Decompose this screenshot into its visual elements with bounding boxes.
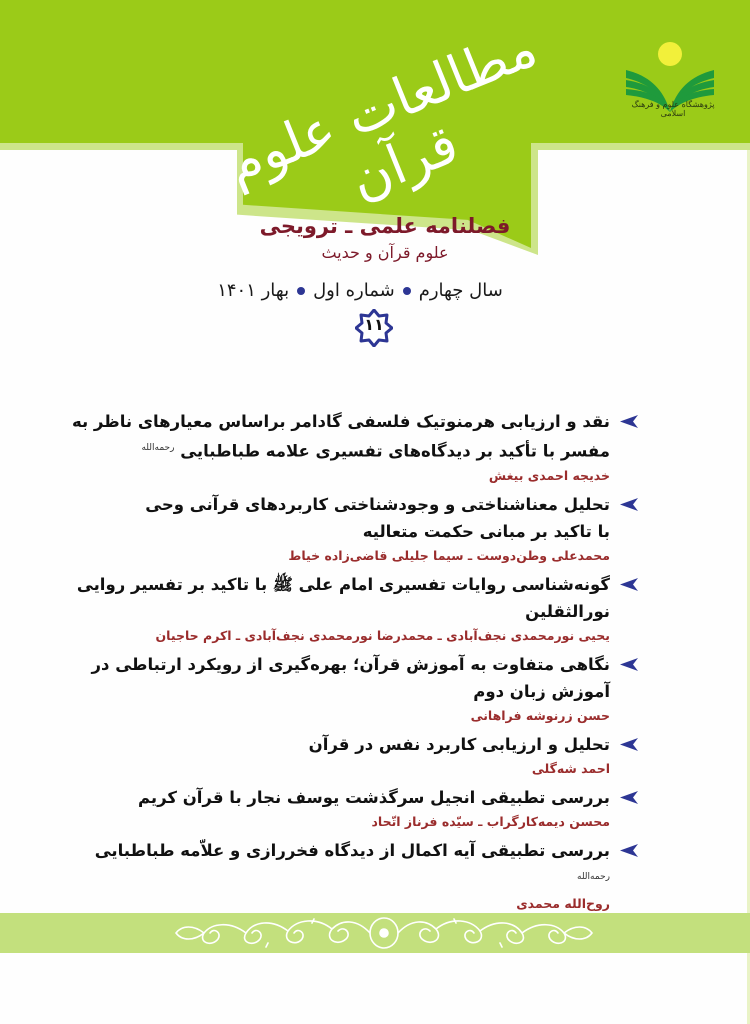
arrow-bullet-icon <box>620 738 638 751</box>
article-authors: حسن زرنوشه فراهانی <box>470 707 610 723</box>
arrow-bullet-icon <box>620 498 638 511</box>
article-title-line: بررسی تطبیقی آیه اکمال از دیدگاه فخررازی و علاّمه طباطبایی $^{رحمه‌الله}$ <box>94 840 610 882</box>
issue-info <box>180 280 540 301</box>
honorific-icon: رحمه‌الله <box>577 871 610 882</box>
article-authors: محسن دیمه‌کارگراب ـ سیّده فرناز اتّحاد <box>371 813 610 829</box>
article-item[interactable] <box>60 837 610 916</box>
article-title-line: نگاهی متفاوت به آموزش قرآن؛ بهره‌گیری از رویکرد ارتباطی در آموزش زبان دوم <box>91 654 610 701</box>
issue-year: سال چهارم <box>418 280 503 301</box>
article-title-line: با تاکید بر مبانی حکمت متعالیه <box>362 521 610 541</box>
article-title-line: بررسی تطبیقی انجیل سرگذشت یوسف نجار با قرآن کریم <box>137 787 610 807</box>
article-item[interactable] <box>60 408 610 487</box>
honorific-icon: رحمه‌الله <box>141 443 175 453</box>
table-of-contents <box>60 408 610 919</box>
article-title-line: مفسر با تأکید بر دیدگاه‌های تفسیری علامه طباطبایی $^{رحمه‌الله}$ <box>141 441 610 461</box>
article-authors: روح‌الله محمدی <box>516 896 610 911</box>
dot-separator-icon <box>403 287 411 295</box>
article-item[interactable] <box>60 651 610 727</box>
arrow-bullet-icon <box>620 844 638 857</box>
article-item[interactable] <box>60 491 610 567</box>
article-title-line: تحلیل معناشناختی و وجودشناختی کاربردهای قرآنی وحی <box>145 494 610 514</box>
arrow-bullet-icon <box>620 415 638 428</box>
journal-type: فصلنامه علمی ـ ترویجی <box>259 214 511 238</box>
floral-ornament-icon <box>172 915 596 951</box>
article-authors: خدیجه احمدی بیغش <box>488 467 610 483</box>
dot-separator-icon <box>297 287 305 295</box>
logo-caption: پژوهشگاه علوم و فرهنگ اسلامی <box>631 100 715 118</box>
article-title-line: گونه‌شناسی روایات تفسیری امام علی ﷺ با تاکید بر تفسیر روایی نورالثقلین <box>76 574 610 621</box>
article-item[interactable] <box>60 571 610 647</box>
arrow-bullet-icon <box>620 578 638 591</box>
article-authors: محمدعلی وطن‌دوست ـ سیما جلیلی قاضی‌زاده خیاط <box>288 547 610 563</box>
issue-season: بهار ۱۴۰۱ <box>217 280 290 301</box>
article-title-line: نقد و ارزیابی هرمنوتیک فلسفی گادامر براساس معیارهای ناظر به <box>71 412 610 431</box>
arrow-bullet-icon <box>620 791 638 804</box>
issue-number: شماره اول <box>313 280 395 301</box>
article-item[interactable] <box>60 784 610 833</box>
article-item[interactable] <box>60 731 610 780</box>
article-title-line: تحلیل و ارزیابی کاربرد نفس در قرآن <box>308 734 610 754</box>
arrow-bullet-icon <box>620 658 638 671</box>
journal-field: علوم قرآن و حدیث <box>321 243 449 262</box>
journal-title: مطالعات علوم قرآن <box>217 15 546 212</box>
article-authors: احمد شه‌گلی <box>531 760 610 776</box>
article-authors: یحیی نورمحمدی نجف‌آبادی ـ محمدرضا نورمحمدی نجف‌آبادی ـ اکرم حاجیان <box>155 627 610 643</box>
issue-badge-number: ۱۱ <box>364 315 384 334</box>
